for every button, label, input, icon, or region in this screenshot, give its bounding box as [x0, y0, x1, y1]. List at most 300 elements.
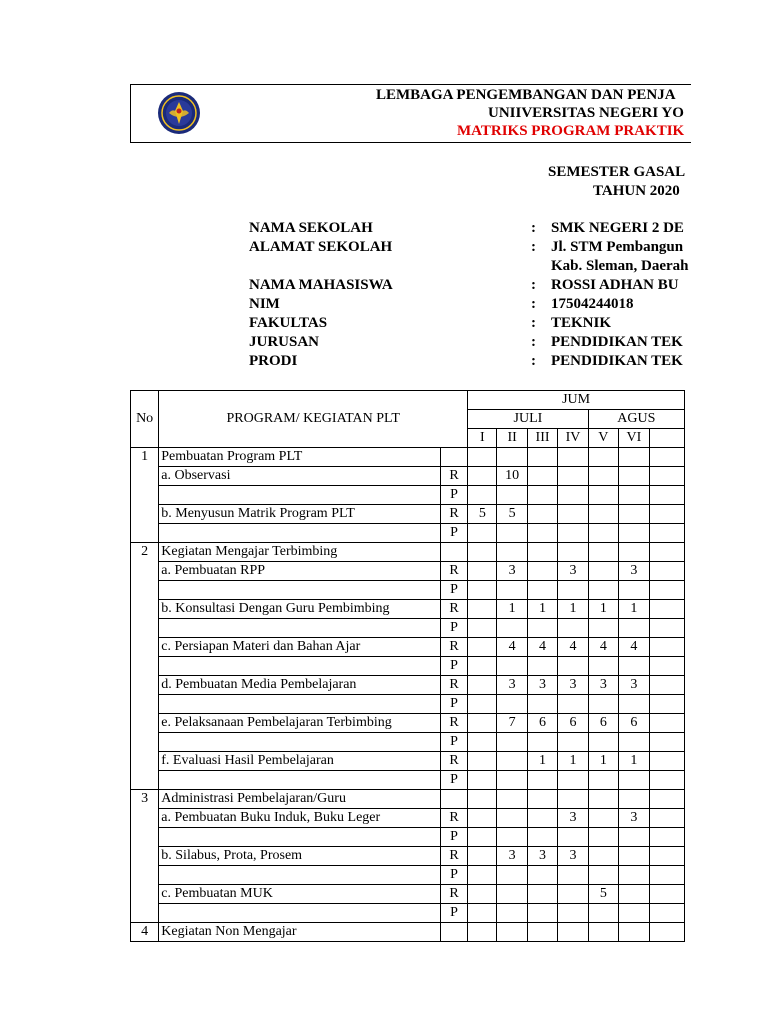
table-cell [649, 619, 684, 638]
table-cell [649, 866, 684, 885]
table-cell [558, 790, 588, 809]
table-cell [649, 790, 684, 809]
hours-value [527, 885, 557, 904]
hours-value [468, 847, 497, 866]
hours-value [558, 885, 588, 904]
table-cell [159, 695, 441, 714]
month-header: JULI [468, 410, 589, 429]
week-header: I [468, 429, 497, 448]
hours-value: 3 [558, 562, 588, 581]
hours-value [468, 467, 497, 486]
info-colon: : [531, 334, 536, 350]
hours-value: 7 [497, 714, 527, 733]
hours-value [558, 467, 588, 486]
table-row [131, 467, 685, 486]
realization-marker: P [441, 657, 468, 676]
activity-name: b. Konsultasi Dengan Guru Pembimbing [159, 600, 441, 619]
table-cell [468, 923, 497, 942]
week-header [649, 429, 684, 448]
realization-marker: P [441, 581, 468, 600]
table-cell [497, 448, 527, 467]
hours-value: 3 [558, 809, 588, 828]
section-title: Kegiatan Non Mengajar [159, 923, 441, 942]
plan-marker: R [441, 885, 468, 904]
plan-marker: R [441, 752, 468, 771]
hours-value [558, 733, 588, 752]
info-colon: : [531, 220, 536, 236]
section-title: Kegiatan Mengajar Terbimbing [159, 543, 441, 562]
hours-value: 1 [558, 752, 588, 771]
info-colon: : [531, 239, 536, 255]
table-cell [649, 847, 684, 866]
activity-name: c. Persiapan Materi dan Bahan Ajar [159, 638, 441, 657]
hours-value [588, 581, 618, 600]
table-cell [159, 657, 441, 676]
hours-value: 5 [497, 505, 527, 524]
section-title: Administrasi Pembelajaran/Guru [159, 790, 441, 809]
table-cell [159, 771, 441, 790]
hours-value [558, 904, 588, 923]
hours-value: 5 [468, 505, 497, 524]
week-header: VI [618, 429, 649, 448]
hours-value [588, 828, 618, 847]
hours-value [468, 866, 497, 885]
hours-value: 4 [588, 638, 618, 657]
hours-value [497, 524, 527, 543]
jum-header: JUM [468, 391, 685, 410]
plan-marker: R [441, 847, 468, 866]
table-cell [649, 657, 684, 676]
table-cell [649, 923, 684, 942]
table-cell [649, 581, 684, 600]
hours-value: 6 [527, 714, 557, 733]
hours-value: 4 [497, 638, 527, 657]
activity-name: b. Menyusun Matrik Program PLT [159, 505, 441, 524]
hours-value [588, 505, 618, 524]
hours-value [588, 809, 618, 828]
table-row [131, 676, 685, 695]
hours-value [497, 904, 527, 923]
hours-value [527, 695, 557, 714]
table-row [131, 657, 685, 676]
hours-value [497, 695, 527, 714]
table-cell [497, 543, 527, 562]
section-number: 3 [131, 790, 159, 923]
hours-value [497, 657, 527, 676]
plan-marker: R [441, 600, 468, 619]
hours-value [468, 904, 497, 923]
plan-marker: R [441, 676, 468, 695]
table-cell [649, 885, 684, 904]
section-number: 1 [131, 448, 159, 543]
hours-value [497, 581, 527, 600]
table-row [131, 619, 685, 638]
table-cell [159, 904, 441, 923]
table-cell [649, 505, 684, 524]
hours-value [497, 885, 527, 904]
hours-value [618, 486, 649, 505]
hours-value [588, 657, 618, 676]
table-row [131, 562, 685, 581]
hours-value: 3 [558, 676, 588, 695]
hours-value [558, 619, 588, 638]
activity-name: a. Pembuatan RPP [159, 562, 441, 581]
table-cell [618, 790, 649, 809]
table-cell [497, 923, 527, 942]
info-colon: : [531, 277, 536, 293]
hours-value [558, 505, 588, 524]
table-cell [527, 790, 557, 809]
table-row [131, 771, 685, 790]
table-cell [159, 828, 441, 847]
section-number: 2 [131, 543, 159, 790]
section-row [131, 790, 685, 809]
hours-value: 1 [618, 752, 649, 771]
hours-value [497, 619, 527, 638]
hours-value [618, 904, 649, 923]
header-matrix-title: MATRIKS PROGRAM PRAKTIK [457, 123, 685, 139]
table-cell [441, 923, 468, 942]
table-cell [527, 543, 557, 562]
hours-value [497, 809, 527, 828]
info-value: PENDIDIKAN TEK [551, 334, 683, 350]
table-cell [649, 752, 684, 771]
table-cell [558, 543, 588, 562]
hours-value [468, 752, 497, 771]
hours-value: 3 [618, 562, 649, 581]
realization-marker: P [441, 486, 468, 505]
table-cell [649, 543, 684, 562]
hours-value [527, 505, 557, 524]
hours-value [468, 885, 497, 904]
table-row [131, 733, 685, 752]
plan-marker: R [441, 562, 468, 581]
hours-value [588, 866, 618, 885]
table-cell [649, 562, 684, 581]
table-cell [441, 448, 468, 467]
hours-value [618, 885, 649, 904]
hours-value: 1 [558, 600, 588, 619]
hours-value [468, 657, 497, 676]
table-cell [441, 543, 468, 562]
table-cell [649, 695, 684, 714]
table-row [131, 600, 685, 619]
hours-value [558, 486, 588, 505]
hours-value [588, 467, 618, 486]
hours-value [618, 505, 649, 524]
table-cell [468, 448, 497, 467]
hours-value [527, 866, 557, 885]
hours-value: 3 [618, 809, 649, 828]
table-cell [159, 524, 441, 543]
table-cell [497, 790, 527, 809]
hours-value [588, 524, 618, 543]
realization-marker: P [441, 733, 468, 752]
realization-marker: P [441, 771, 468, 790]
table-row [131, 866, 685, 885]
hours-value [618, 467, 649, 486]
activity-name: a. Observasi [159, 467, 441, 486]
hours-value [558, 657, 588, 676]
table-cell [649, 904, 684, 923]
table-row [131, 486, 685, 505]
info-value: SMK NEGERI 2 DE [551, 220, 684, 236]
hours-value [618, 847, 649, 866]
activity-name: b. Silabus, Prota, Prosem [159, 847, 441, 866]
activity-name: e. Pelaksanaan Pembelajaran Terbimbing [159, 714, 441, 733]
table-cell [468, 790, 497, 809]
info-colon: : [531, 315, 536, 331]
week-header: IV [558, 429, 588, 448]
table-row [131, 638, 685, 657]
table-cell [618, 923, 649, 942]
hours-value: 1 [588, 752, 618, 771]
info-value: TEKNIK [551, 315, 612, 331]
hours-value [468, 733, 497, 752]
table-cell [468, 543, 497, 562]
table-cell [649, 733, 684, 752]
info-value: Kab. Sleman, Daerah [551, 258, 689, 274]
hours-value [618, 733, 649, 752]
table-cell [159, 619, 441, 638]
hours-value [468, 695, 497, 714]
table-cell [649, 600, 684, 619]
table-cell [527, 448, 557, 467]
table-row [131, 904, 685, 923]
table-cell [159, 866, 441, 885]
hours-value: 6 [618, 714, 649, 733]
hours-value [588, 619, 618, 638]
section-number: 4 [131, 923, 159, 942]
hours-value: 3 [497, 847, 527, 866]
hours-value [618, 581, 649, 600]
hours-value [527, 771, 557, 790]
section-title: Pembuatan Program PLT [159, 448, 441, 467]
plan-marker: R [441, 505, 468, 524]
hours-value [497, 771, 527, 790]
section-row [131, 543, 685, 562]
info-value: Jl. STM Pembangun [551, 239, 684, 255]
hours-value [618, 619, 649, 638]
hours-value [468, 638, 497, 657]
table-cell [649, 676, 684, 695]
info-label: FAKULTAS [249, 315, 328, 331]
hours-value [468, 486, 497, 505]
hours-value: 6 [588, 714, 618, 733]
hours-value: 3 [558, 847, 588, 866]
hours-value [558, 866, 588, 885]
hours-value [468, 600, 497, 619]
hours-value [527, 657, 557, 676]
hours-value [558, 828, 588, 847]
plan-marker: R [441, 638, 468, 657]
hours-value: 3 [618, 676, 649, 695]
table-cell [159, 733, 441, 752]
hours-value [558, 581, 588, 600]
program-header: PROGRAM/ KEGIATAN PLT [159, 391, 468, 448]
hours-value [618, 828, 649, 847]
week-header: III [527, 429, 557, 448]
table-cell [649, 467, 684, 486]
plan-marker: R [441, 467, 468, 486]
hours-value [497, 828, 527, 847]
week-header: V [588, 429, 618, 448]
hours-value: 5 [588, 885, 618, 904]
table-cell [159, 581, 441, 600]
info-colon: : [531, 353, 536, 369]
header-institution-line: LEMBAGA PENGEMBANGAN DAN PENJA [376, 87, 676, 103]
info-value: ROSSI ADHAN BU [551, 277, 679, 293]
table-row [131, 828, 685, 847]
table-cell [527, 923, 557, 942]
realization-marker: P [441, 904, 468, 923]
activity-name: d. Pembuatan Media Pembelajaran [159, 676, 441, 695]
header-university-line: UNIIVERSITAS NEGERI YO [488, 105, 684, 121]
table-cell [649, 448, 684, 467]
table-cell [649, 714, 684, 733]
hours-value [468, 524, 497, 543]
hours-value [527, 619, 557, 638]
hours-value [618, 695, 649, 714]
year-label: TAHUN 2020 [593, 183, 680, 199]
hours-value: 1 [527, 752, 557, 771]
hours-value [497, 752, 527, 771]
table-cell [588, 790, 618, 809]
hours-value: 4 [558, 638, 588, 657]
hours-value [527, 809, 557, 828]
info-label: NAMA MAHASISWA [249, 277, 393, 293]
table-cell [649, 638, 684, 657]
activity-name: f. Evaluasi Hasil Pembelajaran [159, 752, 441, 771]
table-row [131, 524, 685, 543]
hours-value [558, 524, 588, 543]
hours-value [468, 581, 497, 600]
hours-value [588, 562, 618, 581]
hours-value [618, 866, 649, 885]
hours-value: 3 [527, 676, 557, 695]
table-cell [649, 524, 684, 543]
hours-value [497, 733, 527, 752]
table-cell [588, 923, 618, 942]
hours-value [527, 486, 557, 505]
table-cell [558, 448, 588, 467]
hours-value [468, 771, 497, 790]
hours-value [527, 524, 557, 543]
realization-marker: P [441, 695, 468, 714]
hours-value [468, 714, 497, 733]
table-cell [649, 771, 684, 790]
hours-value: 3 [588, 676, 618, 695]
hours-value: 4 [527, 638, 557, 657]
hours-value: 1 [588, 600, 618, 619]
realization-marker: P [441, 619, 468, 638]
hours-value [527, 828, 557, 847]
hours-value: 3 [497, 562, 527, 581]
no-header: No [131, 391, 159, 448]
table-cell [649, 809, 684, 828]
table-cell [441, 790, 468, 809]
hours-value: 6 [558, 714, 588, 733]
hours-value: 3 [527, 847, 557, 866]
hours-value [468, 809, 497, 828]
section-row [131, 448, 685, 467]
hours-value [527, 467, 557, 486]
program-matrix-table [130, 390, 685, 942]
activity-name: a. Pembuatan Buku Induk, Buku Leger [159, 809, 441, 828]
hours-value: 1 [497, 600, 527, 619]
info-label: NAMA SEKOLAH [249, 220, 373, 236]
table-row [131, 809, 685, 828]
hours-value [497, 486, 527, 505]
hours-value [527, 733, 557, 752]
hours-value [497, 866, 527, 885]
hours-value [468, 828, 497, 847]
realization-marker: P [441, 828, 468, 847]
info-value: 17504244018 [551, 296, 634, 312]
hours-value [468, 619, 497, 638]
table-cell [618, 448, 649, 467]
hours-value: 1 [618, 600, 649, 619]
hours-value [588, 695, 618, 714]
info-colon: : [531, 296, 536, 312]
table-header-row [131, 391, 685, 410]
table-cell [649, 486, 684, 505]
hours-value [618, 771, 649, 790]
table-row [131, 581, 685, 600]
table-row [131, 714, 685, 733]
hours-value [618, 524, 649, 543]
table-row [131, 505, 685, 524]
hours-value [527, 904, 557, 923]
table-cell [649, 828, 684, 847]
table-cell [159, 486, 441, 505]
info-value: PENDIDIKAN TEK [551, 353, 683, 369]
table-row [131, 752, 685, 771]
activity-name: c. Pembuatan MUK [159, 885, 441, 904]
month-header: AGUS [588, 410, 684, 429]
hours-value [618, 657, 649, 676]
table-cell [618, 543, 649, 562]
week-header: II [497, 429, 527, 448]
hours-value: 1 [527, 600, 557, 619]
hours-value [468, 676, 497, 695]
hours-value [558, 771, 588, 790]
hours-value [468, 562, 497, 581]
plan-marker: R [441, 809, 468, 828]
table-row [131, 885, 685, 904]
table-row [131, 695, 685, 714]
table-cell [558, 923, 588, 942]
section-row [131, 923, 685, 942]
hours-value: 3 [497, 676, 527, 695]
hours-value [588, 771, 618, 790]
hours-value: 4 [618, 638, 649, 657]
hours-value [588, 486, 618, 505]
plan-marker: R [441, 714, 468, 733]
hours-value [527, 562, 557, 581]
info-label: JURUSAN [249, 334, 320, 350]
table-row [131, 847, 685, 866]
semester-label: SEMESTER GASAL [548, 164, 686, 180]
hours-value [558, 695, 588, 714]
hours-value: 10 [497, 467, 527, 486]
realization-marker: P [441, 866, 468, 885]
info-label: ALAMAT SEKOLAH [249, 239, 393, 255]
table-cell [588, 448, 618, 467]
table-cell [588, 543, 618, 562]
info-label: NIM [249, 296, 280, 312]
hours-value [588, 733, 618, 752]
